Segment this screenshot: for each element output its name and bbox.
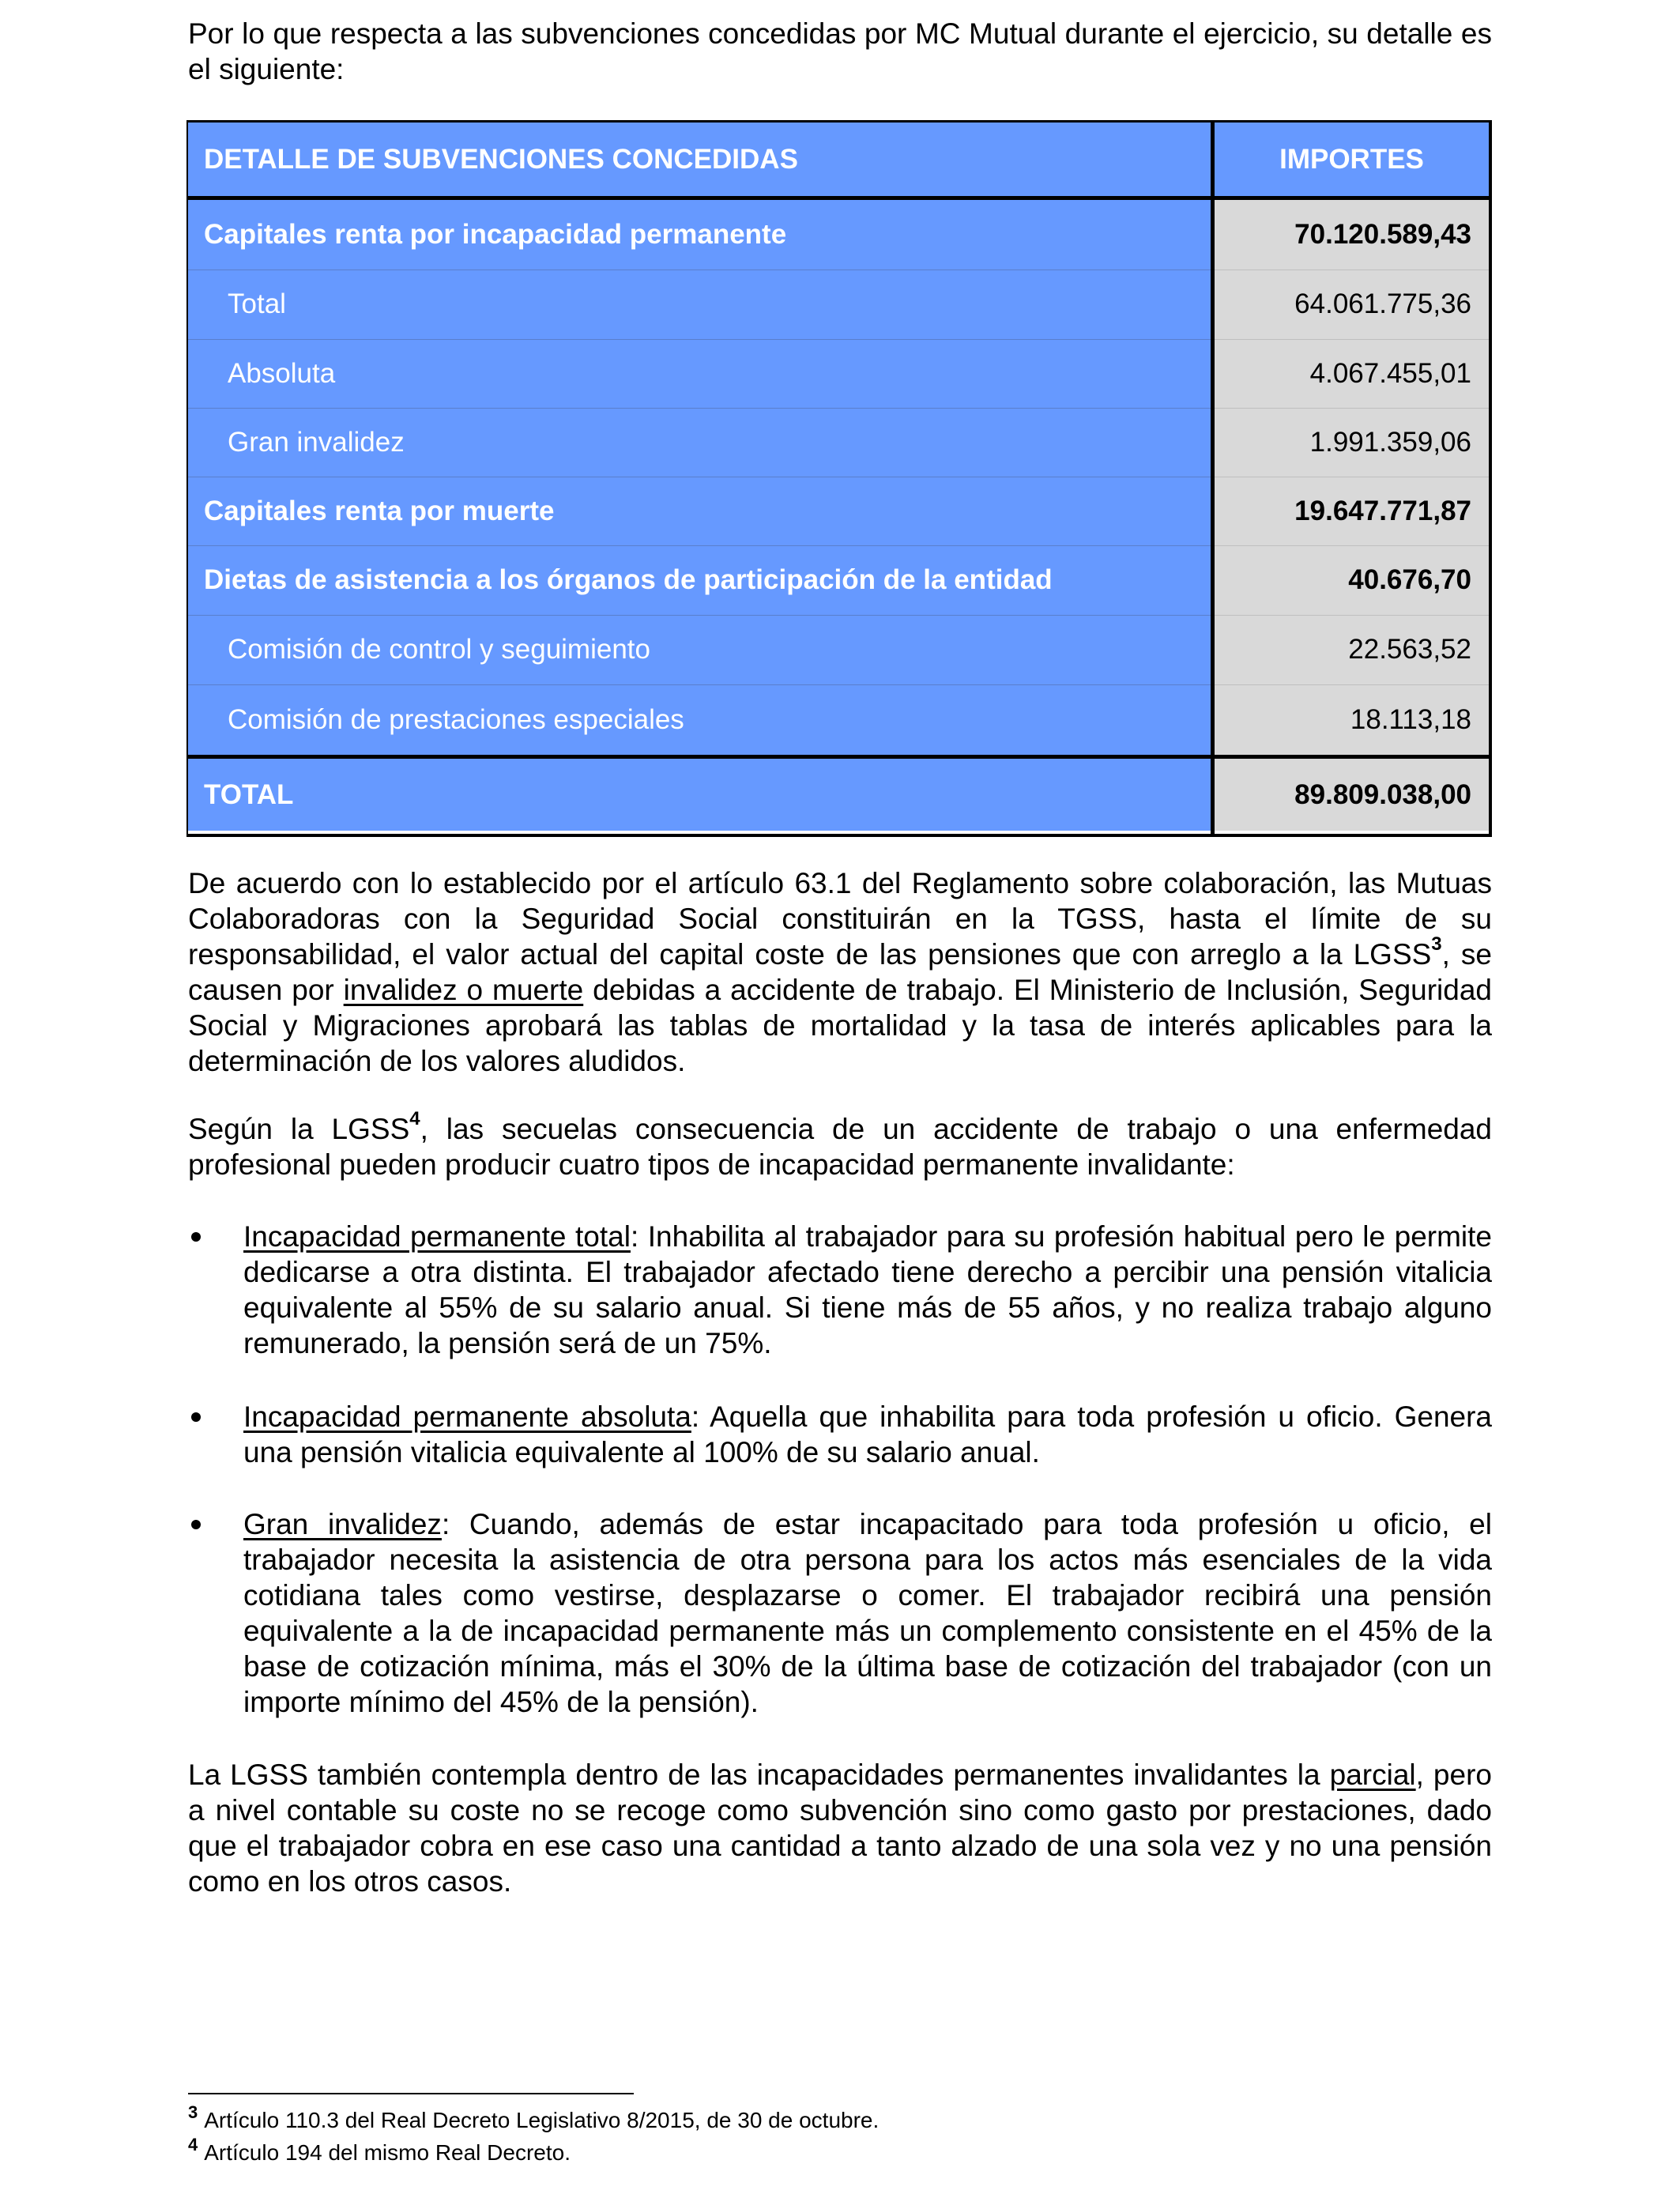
table-row-amount: 22.563,52 <box>1215 615 1489 684</box>
bullet-icon <box>191 1412 201 1422</box>
row-divider <box>188 408 1211 409</box>
table-header-concept: DETALLE DE SUBVENCIONES CONCEDIDAS <box>188 123 1211 196</box>
table-row-label: Dietas de asistencia a los órganos de participación de la entidad <box>188 545 1211 615</box>
table-row-label: Gran invalidez <box>188 408 1211 477</box>
table-row-amount: 70.120.589,43 <box>1215 200 1489 270</box>
footnote-3: $^3$ Artículo 110.3 del Real Decreto Legislativo 8/2015, de 30 de octubre. <box>188 2102 880 2132</box>
footnote-4: $^4$ Artículo 194 del mismo Real Decreto. <box>188 2135 571 2165</box>
row-divider <box>1215 615 1489 616</box>
table-row-label: Comisión de prestaciones especiales <box>188 684 1211 755</box>
row-divider <box>1215 545 1489 546</box>
row-divider <box>188 545 1211 546</box>
row-divider <box>188 339 1211 340</box>
row-divider <box>188 684 1211 685</box>
table-row-label: Capitales renta por muerte <box>188 477 1211 545</box>
total-separator <box>188 755 1489 759</box>
paragraph-lgss-types: Según la LGSS$^4$, las secuelas consecuencia de un accidente de trabajo o una enfermedad profesional pueden producir cuatro tipos de incapacidad permanente invalidante: <box>188 1108 1493 1181</box>
document-page: Por lo que respecta a las subvenciones concedidas por MC Mutual durante el ejercicio, su detalle es el siguiente: DETALLE DE SUBVENCIONES CONCEDIDAS Capitales renta por incapacidad permanente Total Absoluta Gran invalidez Capitales renta por muerte Dietas de asistencia a los órganos de participación de la entidad Comisión de control y seguimiento Comisión de prestaciones especiales TOTAL IMPORTES 70.120.589,43 64.061.775,36 4.067.455,01 1.991.359,06 19.647.771,87 40.676,70 22.563,52 18.113,18 89.809.038,00 De acuerdo con lo establecido por el artículo 63.1 del Reglamento sobre colaboración, las Mutuas Colaboradoras con la Seguridad Social constituirán en la TGSS, hasta el límite de su responsabilidad, el valor actual del capital coste de las pensiones que con arreglo a la LGSS$^3$, se causen por invalidez o muerte debidas a accidente de trabajo. El Ministerio de Inclusión, Seguridad Social y Migraciones aprobará las tablas de mortalidad y la tasa de interés aplicables para la determinación de los valores aludidos. Según la LGSS$^4$, las secuelas consecuencia de un accidente de trabajo o una enfermedad profesional pueden producir cuatro tipos de incapacidad permanente invalidante: Incapacidad permanente total: Inhabilita al trabajador para su profesión habitual pero le permite dedicarse a otra distinta. El trabajador afectado tiene derecho a percibir una pensión vitalicia equivalente al 55% de su salario anual. Si tiene más de 55 años, y no realiza trabajo alguno remunerado, la pensión será de un 75%. Incapacidad permanente absoluta: Aquella que inhabilita para toda profesión u oficio. Genera una pensión vitalicia equivalente al 100% de su salario anual. Gran invalidez: Cuando, además de estar incapacitado para toda profesión u oficio, el trabajador necesita la asistencia de otra persona para los actos más esenciales de la vida cotidiana tales como vestirse, desplazarse o comer. El trabajador recibirá una pensión equivalente a la de incapacidad permanente más un complemento consistente en el 45% de la base de cotización mínima, más el 30% de la última base de cotización del trabajador (con un importe mínimo del 45% de la pensión). La LGSS también contempla dentro de las incapacidades permanentes invalidantes la parcial, pero a nivel contable su coste no se recoge como subvención sino como gasto por prestaciones, dado que el trabajador cobra en ese caso una cantidad a tanto alzado de una sola vez y no una pensión como en los otros casos. $^3$ Artículo 110.3 del Real Decreto Legislativo 8/2015, de 30 de octubre. $^4$ Artículo 194 del mismo Real Decreto. <box>188 17 1493 2165</box>
amount-column <box>1215 123 1489 834</box>
table-row-amount: 19.647.771,87 <box>1215 477 1489 545</box>
row-divider <box>1215 684 1489 685</box>
table-row-label: Capitales renta por incapacidad permanente <box>188 200 1211 270</box>
concept-column <box>188 123 1211 834</box>
table-row-label: Absoluta <box>188 339 1211 408</box>
subsidies-table <box>186 120 1492 837</box>
table-total-label: TOTAL <box>188 759 1211 831</box>
footnote-ref: 3 <box>1431 933 1442 955</box>
intro-paragraph: Por lo que respecta a las subvenciones concedidas por MC Mutual durante el ejercicio, su detalle es el siguiente: <box>188 17 1492 85</box>
paragraph-partial-incapacity: La LGSS también contempla dentro de las incapacidades permanentes invalidantes la parcial, pero a nivel contable su coste no se recoge como subvención sino como gasto por prestaciones, dado que el trabajador cobra en ese caso una cantidad a tanto alzado de una sola vez y no una pensión como en los otros casos. <box>188 1759 1492 1898</box>
row-divider <box>1215 408 1489 409</box>
bullet-icon <box>191 1232 201 1242</box>
table-row-label: Comisión de control y seguimiento <box>188 615 1211 684</box>
footnote-ref: 4 <box>409 1108 420 1129</box>
table-row-amount: 18.113,18 <box>1215 684 1489 755</box>
footnote-rule <box>188 2093 634 2094</box>
row-divider <box>188 615 1211 616</box>
table-row-label: Total <box>188 270 1211 339</box>
header-separator <box>188 196 1489 200</box>
table-total-amount: 89.809.038,00 <box>1215 759 1489 831</box>
table-row-amount: 40.676,70 <box>1215 545 1489 615</box>
paragraph-capital-cost: De acuerdo con lo establecido por el artículo 63.1 del Reglamento sobre colaboración, las Mutuas Colaboradoras con la Seguridad Social constituirán en la TGSS, hasta el límite de su responsabilidad, el valor actual del capital coste de las pensiones que con arreglo a la LGSS$^3$, se causen por invalidez o muerte debidas a accidente de trabajo. El Ministerio de Inclusión, Seguridad Social y Migraciones aprobará las tablas de mortalidad y la tasa de interés aplicables para la determinación de los valores aludidos. <box>188 867 1492 1077</box>
table-header-amount: IMPORTES <box>1215 123 1489 196</box>
table-row-amount: 4.067.455,01 <box>1215 339 1489 408</box>
table-row-amount: 64.061.775,36 <box>1215 270 1489 339</box>
row-divider <box>1215 339 1489 340</box>
table-row-amount: 1.991.359,06 <box>1215 408 1489 477</box>
bullet-icon <box>191 1520 201 1529</box>
